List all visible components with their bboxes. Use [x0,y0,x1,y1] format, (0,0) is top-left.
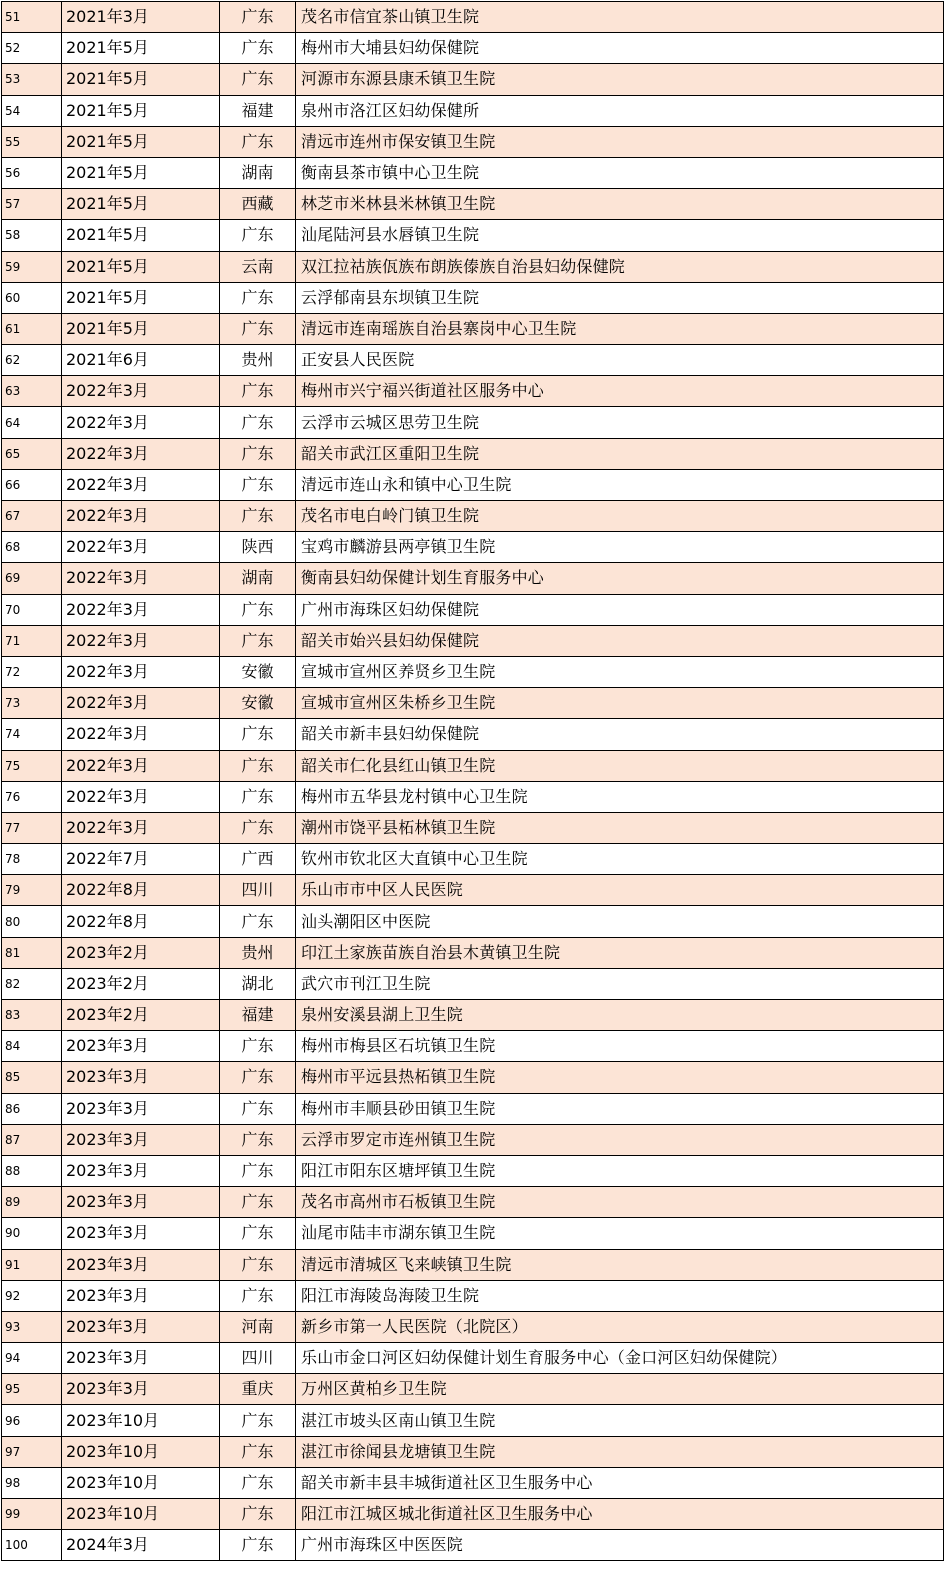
table-row [2,64,944,95]
row-number-cell: 93 [2,1311,62,1342]
institution-cell: 梅州市五华县龙村镇中心卫生院 [296,781,944,812]
institution-cell: 清远市清城区飞来峡镇卫生院 [296,1249,944,1280]
province-cell: 广东 [220,2,296,33]
row-number-cell: 57 [2,189,62,220]
institution-cell: 韶关市始兴县妇幼保健院 [296,625,944,656]
row-number-cell: 52 [2,33,62,64]
row-number-cell: 63 [2,376,62,407]
date-cell: 2023年3月 [62,1031,220,1062]
row-number-cell: 71 [2,625,62,656]
row-number-cell: 100 [2,1530,62,1561]
row-number-cell: 81 [2,937,62,968]
date-cell: 2021年5月 [62,64,220,95]
institution-cell: 广州市海珠区妇幼保健院 [296,594,944,625]
records-table-body [2,2,944,1561]
province-cell: 湖南 [220,157,296,188]
date-cell: 2022年3月 [62,407,220,438]
institution-cell: 宝鸡市麟游县两亭镇卫生院 [296,532,944,563]
date-cell: 2023年10月 [62,1436,220,1467]
institution-cell: 韶关市新丰县丰城街道社区卫生服务中心 [296,1467,944,1498]
institution-cell: 梅州市梅县区石坑镇卫生院 [296,1031,944,1062]
row-number-cell: 96 [2,1405,62,1436]
date-cell: 2023年2月 [62,968,220,999]
table-row [2,1467,944,1498]
table-row [2,313,944,344]
row-number-cell: 60 [2,282,62,313]
province-cell: 广东 [220,220,296,251]
institution-cell: 清远市连南瑶族自治县寨岗中心卫生院 [296,313,944,344]
row-number-cell: 95 [2,1374,62,1405]
province-cell: 福建 [220,95,296,126]
date-cell: 2023年3月 [62,1187,220,1218]
institution-cell: 韶关市武江区重阳卫生院 [296,438,944,469]
institution-cell: 林芝市米林县米林镇卫生院 [296,189,944,220]
table-row [2,407,944,438]
date-cell: 2022年3月 [62,438,220,469]
institution-cell: 韶关市仁化县红山镇卫生院 [296,750,944,781]
province-cell: 广东 [220,1280,296,1311]
province-cell: 广东 [220,1062,296,1093]
date-cell: 2022年3月 [62,750,220,781]
province-cell: 西藏 [220,189,296,220]
row-number-cell: 61 [2,313,62,344]
table-row [2,812,944,843]
province-cell: 广东 [220,781,296,812]
table-row [2,1280,944,1311]
institution-cell: 河源市东源县康禾镇卫生院 [296,64,944,95]
province-cell: 广西 [220,844,296,875]
province-cell: 四川 [220,875,296,906]
institution-cell: 乐山市市中区人民医院 [296,875,944,906]
row-number-cell: 99 [2,1499,62,1530]
date-cell: 2023年3月 [62,1280,220,1311]
table-row [2,189,944,220]
table-row [2,157,944,188]
date-cell: 2022年8月 [62,875,220,906]
row-number-cell: 98 [2,1467,62,1498]
province-cell: 广东 [220,1093,296,1124]
institution-cell: 梅州市丰顺县砂田镇卫生院 [296,1093,944,1124]
province-cell: 广东 [220,407,296,438]
institution-cell: 衡南县茶市镇中心卫生院 [296,157,944,188]
row-number-cell: 80 [2,906,62,937]
row-number-cell: 66 [2,469,62,500]
province-cell: 广东 [220,812,296,843]
table-row [2,1405,944,1436]
date-cell: 2023年3月 [62,1155,220,1186]
province-cell: 广东 [220,1031,296,1062]
institution-cell: 梅州市平远县热柘镇卫生院 [296,1062,944,1093]
table-row [2,1062,944,1093]
date-cell: 2023年3月 [62,1343,220,1374]
province-cell: 广东 [220,1124,296,1155]
province-cell: 福建 [220,1000,296,1031]
province-cell: 广东 [220,64,296,95]
table-row [2,656,944,687]
institution-cell: 衡南县妇幼保健计划生育服务中心 [296,563,944,594]
institution-cell: 云浮市罗定市连州镇卫生院 [296,1124,944,1155]
date-cell: 2022年8月 [62,906,220,937]
institution-cell: 宣城市宣州区朱桥乡卫生院 [296,688,944,719]
province-cell: 广东 [220,126,296,157]
province-cell: 广东 [220,1467,296,1498]
date-cell: 2023年10月 [62,1499,220,1530]
institution-cell: 泉州市洛江区妇幼保健所 [296,95,944,126]
province-cell: 广东 [220,1436,296,1467]
province-cell: 广东 [220,625,296,656]
date-cell: 2021年5月 [62,251,220,282]
province-cell: 贵州 [220,937,296,968]
table-row [2,376,944,407]
row-number-cell: 65 [2,438,62,469]
table-row [2,1124,944,1155]
table-row [2,251,944,282]
institution-cell: 茂名市电白岭门镇卫生院 [296,501,944,532]
table-row [2,875,944,906]
table-row [2,33,944,64]
date-cell: 2023年2月 [62,1000,220,1031]
date-cell: 2023年3月 [62,1218,220,1249]
institution-cell: 湛江市坡头区南山镇卫生院 [296,1405,944,1436]
institution-cell: 潮州市饶平县柘林镇卫生院 [296,812,944,843]
table-row [2,1249,944,1280]
table-row [2,1155,944,1186]
institution-cell: 宣城市宣州区养贤乡卫生院 [296,656,944,687]
table-row [2,1499,944,1530]
province-cell: 安徽 [220,656,296,687]
row-number-cell: 90 [2,1218,62,1249]
table-row [2,1031,944,1062]
date-cell: 2022年3月 [62,719,220,750]
province-cell: 广东 [220,719,296,750]
date-cell: 2023年10月 [62,1405,220,1436]
row-number-cell: 82 [2,968,62,999]
institution-cell: 乐山市金口河区妇幼保健计划生育服务中心（金口河区妇幼保健院） [296,1343,944,1374]
province-cell: 湖北 [220,968,296,999]
institution-cell: 汕尾市陆丰市湖东镇卫生院 [296,1218,944,1249]
date-cell: 2021年5月 [62,282,220,313]
institution-cell: 韶关市新丰县妇幼保健院 [296,719,944,750]
date-cell: 2021年5月 [62,313,220,344]
province-cell: 重庆 [220,1374,296,1405]
institution-cell: 茂名市信宜茶山镇卫生院 [296,2,944,33]
row-number-cell: 88 [2,1155,62,1186]
province-cell: 广东 [220,1499,296,1530]
province-cell: 广东 [220,1530,296,1561]
institution-cell: 汕尾陆河县水唇镇卫生院 [296,220,944,251]
date-cell: 2021年5月 [62,95,220,126]
table-row [2,2,944,33]
row-number-cell: 84 [2,1031,62,1062]
date-cell: 2021年6月 [62,345,220,376]
row-number-cell: 51 [2,2,62,33]
table-row [2,126,944,157]
province-cell: 广东 [220,376,296,407]
province-cell: 广东 [220,1405,296,1436]
table-row [2,1093,944,1124]
date-cell: 2021年3月 [62,2,220,33]
table-row [2,625,944,656]
province-cell: 广东 [220,1218,296,1249]
date-cell: 2023年3月 [62,1374,220,1405]
row-number-cell: 85 [2,1062,62,1093]
row-number-cell: 83 [2,1000,62,1031]
table-row [2,1187,944,1218]
date-cell: 2023年10月 [62,1467,220,1498]
date-cell: 2022年3月 [62,781,220,812]
table-row [2,282,944,313]
institution-cell: 印江土家族苗族自治县木黄镇卫生院 [296,937,944,968]
date-cell: 2022年7月 [62,844,220,875]
institution-cell: 武穴市刊江卫生院 [296,968,944,999]
row-number-cell: 77 [2,812,62,843]
table-row [2,594,944,625]
date-cell: 2023年2月 [62,937,220,968]
date-cell: 2024年3月 [62,1530,220,1561]
table-row [2,501,944,532]
date-cell: 2021年5月 [62,189,220,220]
row-number-cell: 76 [2,781,62,812]
province-cell: 广东 [220,282,296,313]
institution-cell: 清远市连州市保安镇卫生院 [296,126,944,157]
institution-cell: 阳江市江城区城北街道社区卫生服务中心 [296,1499,944,1530]
records-table [1,1,944,1561]
table-row [2,906,944,937]
row-number-cell: 59 [2,251,62,282]
date-cell: 2023年3月 [62,1124,220,1155]
row-number-cell: 91 [2,1249,62,1280]
table-row [2,469,944,500]
institution-cell: 汕头潮阳区中医院 [296,906,944,937]
date-cell: 2022年3月 [62,532,220,563]
row-number-cell: 78 [2,844,62,875]
province-cell: 广东 [220,33,296,64]
institution-cell: 钦州市钦北区大直镇中心卫生院 [296,844,944,875]
row-number-cell: 67 [2,501,62,532]
date-cell: 2021年5月 [62,126,220,157]
table-row [2,563,944,594]
province-cell: 广东 [220,1249,296,1280]
province-cell: 广东 [220,438,296,469]
table-row [2,345,944,376]
institution-cell: 万州区黄柏乡卫生院 [296,1374,944,1405]
table-row [2,968,944,999]
table-row [2,95,944,126]
row-number-cell: 92 [2,1280,62,1311]
row-number-cell: 87 [2,1124,62,1155]
row-number-cell: 94 [2,1343,62,1374]
province-cell: 四川 [220,1343,296,1374]
institution-cell: 清远市连山永和镇中心卫生院 [296,469,944,500]
table-row [2,1000,944,1031]
table-row [2,750,944,781]
table-row [2,1374,944,1405]
institution-cell: 阳江市阳东区塘坪镇卫生院 [296,1155,944,1186]
institution-cell: 云浮郁南县东坝镇卫生院 [296,282,944,313]
table-row [2,1311,944,1342]
province-cell: 广东 [220,1187,296,1218]
province-cell: 贵州 [220,345,296,376]
institution-cell: 梅州市兴宁福兴街道社区服务中心 [296,376,944,407]
table-row [2,220,944,251]
table-row [2,688,944,719]
date-cell: 2022年3月 [62,688,220,719]
institution-cell: 新乡市第一人民医院（北院区） [296,1311,944,1342]
table-row [2,844,944,875]
row-number-cell: 68 [2,532,62,563]
province-cell: 河南 [220,1311,296,1342]
table-row [2,781,944,812]
date-cell: 2022年3月 [62,563,220,594]
date-cell: 2023年3月 [62,1249,220,1280]
institution-cell: 梅州市大埔县妇幼保健院 [296,33,944,64]
row-number-cell: 62 [2,345,62,376]
institution-cell: 云浮市云城区思劳卫生院 [296,407,944,438]
date-cell: 2021年5月 [62,33,220,64]
province-cell: 广东 [220,1155,296,1186]
institution-cell: 广州市海珠区中医医院 [296,1530,944,1561]
row-number-cell: 72 [2,656,62,687]
row-number-cell: 86 [2,1093,62,1124]
province-cell: 广东 [220,594,296,625]
date-cell: 2022年3月 [62,625,220,656]
table-row [2,1343,944,1374]
table-row [2,1218,944,1249]
date-cell: 2022年3月 [62,469,220,500]
row-number-cell: 54 [2,95,62,126]
date-cell: 2023年3月 [62,1062,220,1093]
date-cell: 2021年5月 [62,220,220,251]
institution-cell: 阳江市海陵岛海陵卫生院 [296,1280,944,1311]
row-number-cell: 56 [2,157,62,188]
table-row [2,1436,944,1467]
row-number-cell: 79 [2,875,62,906]
province-cell: 广东 [220,750,296,781]
table-row [2,1530,944,1561]
row-number-cell: 69 [2,563,62,594]
province-cell: 云南 [220,251,296,282]
province-cell: 广东 [220,313,296,344]
province-cell: 湖南 [220,563,296,594]
row-number-cell: 75 [2,750,62,781]
row-number-cell: 53 [2,64,62,95]
date-cell: 2022年3月 [62,501,220,532]
institution-cell: 湛江市徐闻县龙塘镇卫生院 [296,1436,944,1467]
date-cell: 2022年3月 [62,812,220,843]
table-row [2,532,944,563]
date-cell: 2022年3月 [62,656,220,687]
institution-cell: 双江拉祜族佤族布朗族傣族自治县妇幼保健院 [296,251,944,282]
institution-cell: 正安县人民医院 [296,345,944,376]
table-row [2,937,944,968]
province-cell: 广东 [220,469,296,500]
date-cell: 2022年3月 [62,594,220,625]
date-cell: 2021年5月 [62,157,220,188]
row-number-cell: 97 [2,1436,62,1467]
row-number-cell: 58 [2,220,62,251]
institution-cell: 泉州安溪县湖上卫生院 [296,1000,944,1031]
row-number-cell: 64 [2,407,62,438]
date-cell: 2023年3月 [62,1311,220,1342]
date-cell: 2022年3月 [62,376,220,407]
date-cell: 2023年3月 [62,1093,220,1124]
row-number-cell: 89 [2,1187,62,1218]
table-row [2,438,944,469]
province-cell: 广东 [220,501,296,532]
row-number-cell: 70 [2,594,62,625]
table-row [2,719,944,750]
row-number-cell: 73 [2,688,62,719]
institution-cell: 茂名市高州市石板镇卫生院 [296,1187,944,1218]
province-cell: 陕西 [220,532,296,563]
row-number-cell: 74 [2,719,62,750]
province-cell: 广东 [220,906,296,937]
province-cell: 安徽 [220,688,296,719]
row-number-cell: 55 [2,126,62,157]
